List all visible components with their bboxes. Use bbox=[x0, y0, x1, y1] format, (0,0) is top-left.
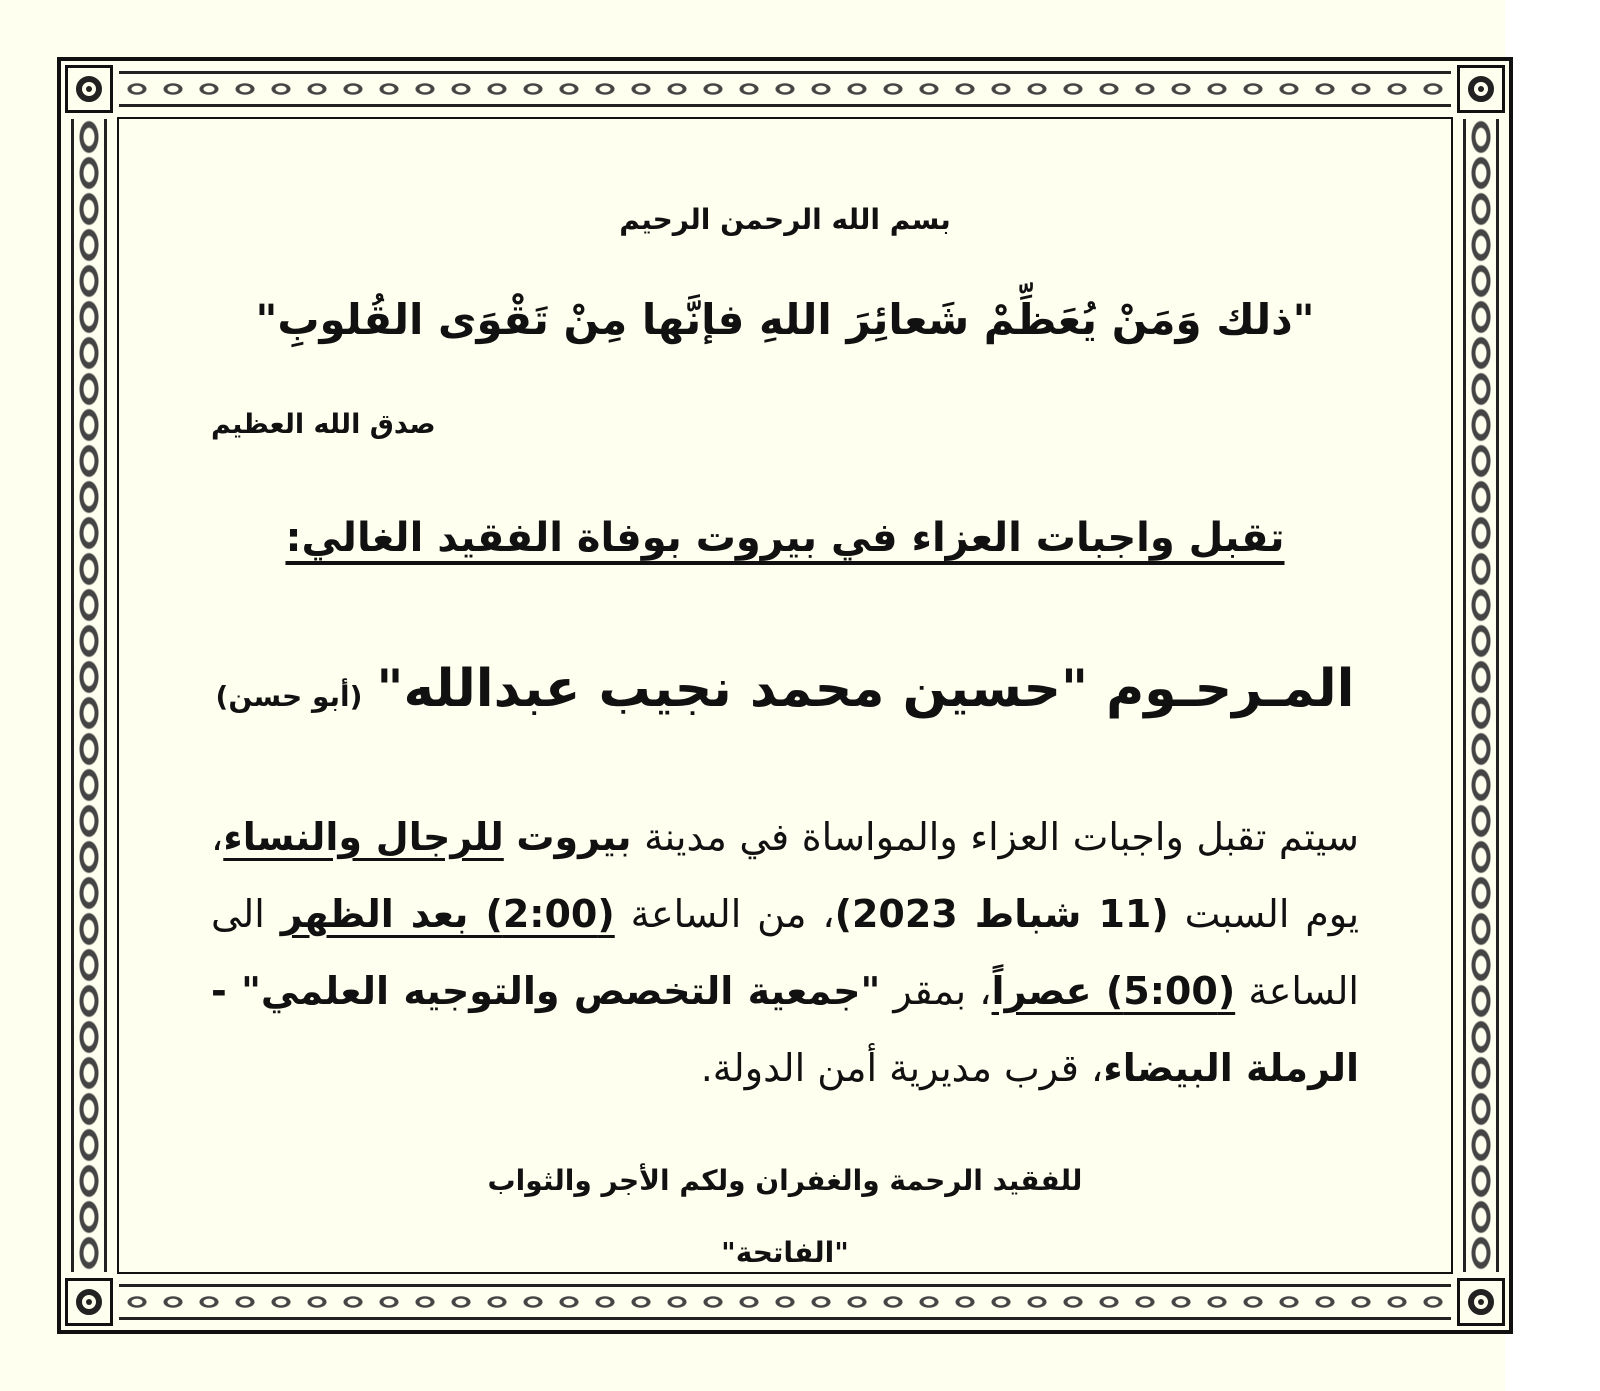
body-text bbox=[504, 815, 517, 859]
date: (11 شباط 2023) bbox=[834, 892, 1169, 936]
corner-ornament-icon bbox=[65, 1278, 113, 1326]
body-text: ، قرب مديرية أمن الدولة. bbox=[700, 1046, 1104, 1090]
venue: "جمعية التخصص والتوجيه العلمي" - الرملة البيضاء bbox=[211, 969, 1359, 1090]
closing-prayer: للفقيد الرحمة والغفران ولكم الأجر والثواب bbox=[487, 1164, 1083, 1197]
corner-ornament-icon bbox=[1457, 65, 1505, 113]
time-from: (2:00) بعد الظهر bbox=[280, 892, 615, 936]
deceased-name: المـرحـوم "حسين محمد نجيب عبدالله" bbox=[376, 659, 1355, 719]
decorative-frame bbox=[57, 57, 1513, 1334]
city: بيروت bbox=[516, 815, 632, 859]
notice-body bbox=[117, 117, 1453, 1274]
audience: للرجال والنساء bbox=[223, 815, 504, 859]
corner-ornament-icon bbox=[1457, 1278, 1505, 1326]
corner-ornament-icon bbox=[65, 65, 113, 113]
body-text: الى الساعة bbox=[211, 892, 1359, 1013]
fatiha: "الفاتحة" bbox=[721, 1236, 849, 1269]
time-to: (5:00) عصراً bbox=[991, 969, 1236, 1013]
frame-border-top bbox=[119, 65, 1451, 113]
body-text: ، من الساعة bbox=[614, 892, 835, 936]
notice-heading: تقبل واجبات العزاء في بيروت بوفاة الفقيد الغالي: bbox=[285, 515, 1285, 561]
condolence-details bbox=[211, 799, 1359, 1107]
verse-closing: صدق الله العظيم bbox=[211, 409, 436, 440]
quran-verse: "ذلك وَمَنْ يُعَظِّمْ شَعائِرَ اللهِ فإنَّها مِنْ تَقْوَى القُلوبِ" bbox=[255, 295, 1315, 344]
body-text: سيتم تقبل واجبات العزاء والمواساة في مدينة bbox=[631, 815, 1359, 859]
frame-border-left bbox=[65, 119, 113, 1272]
deceased-name-line bbox=[119, 659, 1451, 719]
frame-border-right bbox=[1457, 119, 1505, 1272]
deceased-nickname: (أبو حسن) bbox=[215, 680, 363, 713]
basmala: بسم الله الرحمن الرحيم bbox=[619, 203, 951, 236]
body-text: ، بمقر bbox=[880, 969, 992, 1013]
frame-border-bottom bbox=[119, 1278, 1451, 1326]
body-text: ، يوم السبت bbox=[211, 815, 1360, 936]
